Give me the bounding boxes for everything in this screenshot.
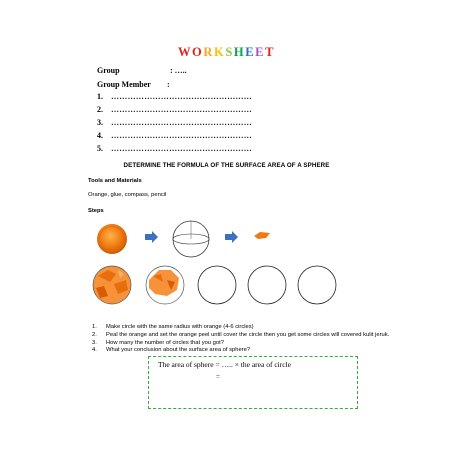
title-letter: O <box>192 45 204 59</box>
member-line-4-dots: …………………………………………… <box>111 131 253 140</box>
member-line-1-num: 1. <box>97 92 103 101</box>
list-item <box>92 340 392 348</box>
member-line-1-dots: …………………………………………… <box>111 92 253 101</box>
title-letter: E <box>255 45 266 59</box>
empty-circle-icon <box>243 262 293 308</box>
worksheet-title <box>0 45 453 60</box>
tools-label: Tools and Materials <box>88 178 142 184</box>
step-text: Peal the orange and set the orange peel until cover the circle then you get some circles will covered kulit jeruk. <box>106 331 390 338</box>
member-line-5-num: 5. <box>97 144 103 153</box>
orange-whole-icon <box>88 218 138 258</box>
circle-covered-peel-icon <box>88 262 138 308</box>
step-number: 4. <box>92 347 97 354</box>
steps-label: Steps <box>88 208 104 214</box>
arrow-right-icon <box>225 231 239 243</box>
title-letter: K <box>214 45 226 59</box>
list-item <box>92 324 392 332</box>
conclusion-formula: The area of sphere = ….. × the area of circle <box>158 360 291 369</box>
orange-peel-icon <box>252 229 274 243</box>
member-line-3-dots: …………………………………………… <box>111 118 253 127</box>
conclusion-equals: = <box>216 373 220 381</box>
list-item <box>92 332 392 340</box>
title-letter: H <box>233 45 246 59</box>
empty-circle-icon <box>293 262 343 308</box>
member-line-2-dots: …………………………………………… <box>111 105 253 114</box>
member-line-4-num: 4. <box>97 131 103 140</box>
list-item <box>92 347 392 355</box>
member-line-5-dots: …………………………………………… <box>111 144 253 153</box>
group-member-colon: : <box>167 80 170 89</box>
title-letter: S <box>225 45 234 59</box>
group-member-label: Group Member <box>97 80 151 89</box>
group-value: : ….. <box>170 66 187 75</box>
step-number: 1. <box>92 324 97 330</box>
circle-partially-covered-icon <box>141 262 191 308</box>
section-heading: DETERMINE THE FORMULA OF THE SURFACE AREA OF A SPHERE <box>123 162 330 169</box>
steps-list <box>92 324 392 355</box>
title-letter: E <box>245 45 256 59</box>
step-number: 2. <box>92 331 97 338</box>
member-line-3-num: 3. <box>97 118 103 127</box>
member-line-2-num: 2. <box>97 105 103 114</box>
group-label: Group <box>97 66 120 75</box>
step-text: Make circle with the same radius with orange (4-6 circles) <box>106 324 254 330</box>
arrow-right-icon <box>145 231 159 243</box>
step-number: 3. <box>92 339 97 346</box>
step-text: What your conclusion about the surface area of sphere? <box>106 347 251 354</box>
step-text: How many the number of circles that you got? <box>106 339 224 346</box>
tools-items: Orange, glue, compass, pencil <box>88 192 167 198</box>
title-letter: T <box>265 45 276 59</box>
sphere-diagram-icon <box>163 217 219 261</box>
title-letter: R <box>203 45 215 59</box>
empty-circle-icon <box>193 262 243 308</box>
title-letter: W <box>177 45 193 59</box>
